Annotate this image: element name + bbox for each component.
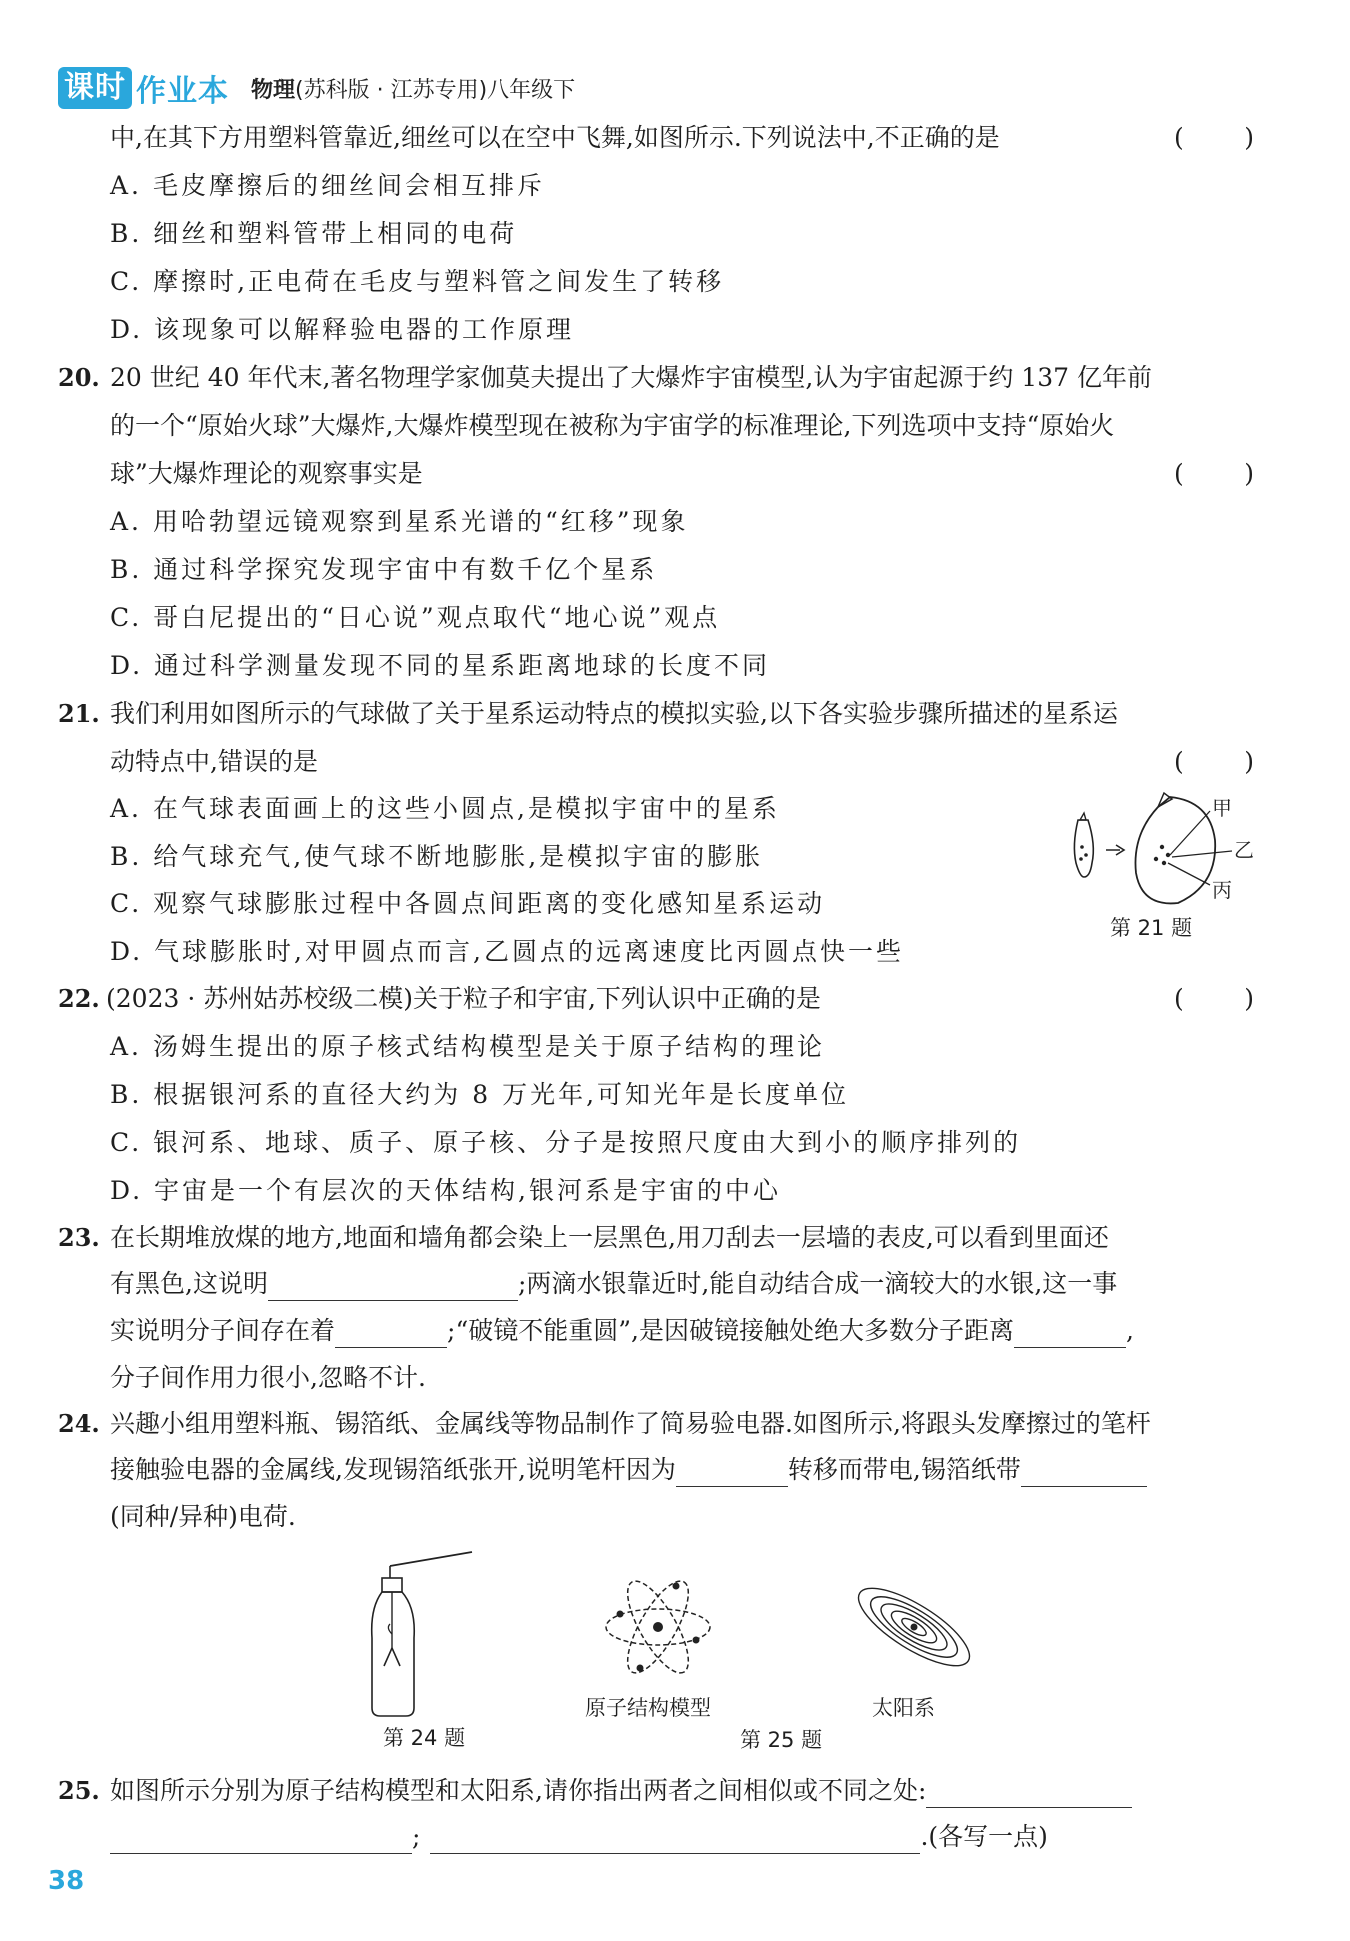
q25-figure-caption: 第 25 题 bbox=[740, 1728, 823, 1752]
q23-blank-1[interactable] bbox=[268, 1274, 518, 1301]
q24-figure-caption: 第 24 题 bbox=[383, 1726, 466, 1750]
q24-number: 24. bbox=[58, 1409, 100, 1438]
q25-blank-2[interactable] bbox=[110, 1827, 412, 1854]
q24-blank-1[interactable] bbox=[676, 1460, 788, 1487]
brand-logo-box: 课时 bbox=[58, 67, 132, 109]
q23-number: 23. bbox=[58, 1223, 100, 1252]
sun-icon bbox=[911, 1624, 918, 1631]
q21-stem-line-1: 我们利用如图所示的气球做了关于星系运动特点的模拟实验,以下各实验步骤所描述的星系运 bbox=[110, 699, 1118, 728]
nucleus-icon bbox=[653, 1622, 663, 1632]
q20-option-c: C. 哥白尼提出的“日心说”观点取代“地心说”观点 bbox=[110, 603, 721, 632]
q20-number: 20. bbox=[58, 363, 100, 392]
q21-option-b: B. 给气球充气,使气球不断地膨胀,是模拟宇宙的膨胀 bbox=[110, 842, 764, 871]
q24-line-1: 兴趣小组用塑料瓶、锡箔纸、金属线等物品制作了简易验电器.如图所示,将跟头发摩擦过的笔杆 bbox=[110, 1409, 1151, 1438]
small-balloon-icon bbox=[1074, 820, 1093, 877]
q21-option-a: A. 在气球表面画上的这些小圆点,是模拟宇宙中的星系 bbox=[110, 794, 780, 823]
q19-option-a: A. 毛皮摩擦后的细丝间会相互排斥 bbox=[110, 171, 545, 200]
q20-stem-line-3: 球”大爆炸理论的观察事实是 bbox=[110, 459, 423, 488]
q24-line-3: (同种/异种)电荷. bbox=[110, 1502, 296, 1531]
foil-leaves-icon bbox=[384, 1648, 400, 1666]
subject-title bbox=[251, 73, 575, 104]
q23-line-1: 在长期堆放煤的地方,地面和墙角都会染上一层黑色,用刀刮去一层墙的表皮,可以看到里面还 bbox=[110, 1223, 1109, 1252]
q25-line-2: ; .(各写一点) bbox=[110, 1820, 1048, 1854]
q20-stem-line-1: 20 世纪 40 年代末,著名物理学家伽莫夫提出了大爆炸宇宙模型,认为宇宙起源于约 137 亿年前 bbox=[110, 363, 1152, 392]
q19-option-d: D. 该现象可以解释验电器的工作原理 bbox=[110, 315, 575, 344]
atom-model-figure bbox=[598, 1572, 718, 1682]
q23-line-4: 分子间作用力很小,忽略不计. bbox=[110, 1363, 426, 1392]
q22-answer-paren: ( ) bbox=[1174, 984, 1254, 1013]
solar-system-label: 太阳系 bbox=[872, 1696, 935, 1720]
label-yi: 乙 bbox=[1234, 838, 1254, 862]
q20-option-a: A. 用哈勃望远镜观察到星系光谱的“红移”现象 bbox=[110, 507, 689, 536]
q19-answer-paren: ( ) bbox=[1174, 123, 1254, 152]
q25-number: 25. bbox=[58, 1776, 100, 1805]
bottle-cap-icon bbox=[382, 1578, 402, 1592]
q24-line-2: 接触验电器的金属线,发现锡箔纸张开,说明笔杆因为 转移而带电,锡箔纸带 bbox=[110, 1453, 1147, 1487]
q22-number: 22. bbox=[58, 984, 100, 1013]
q22-option-c: C. 银河系、地球、质子、原子核、分子是按照尺度由大到小的顺序排列的 bbox=[110, 1128, 1022, 1157]
inflated-balloon-icon bbox=[1135, 797, 1215, 903]
page-number: 38 bbox=[48, 1866, 85, 1896]
atom-model-label: 原子结构模型 bbox=[585, 1696, 711, 1720]
q19-option-c: C. 摩擦时,正电荷在毛皮与塑料管之间发生了转移 bbox=[110, 267, 725, 296]
brand-logo-text: 作业本 bbox=[136, 74, 229, 109]
arrow-right-icon bbox=[1106, 845, 1124, 855]
subject-edition: (苏科版 · 江苏专用)八年级下 bbox=[295, 77, 576, 103]
q21-option-c: C. 观察气球膨胀过程中各圆点间距离的变化感知星系运动 bbox=[110, 889, 826, 918]
q22-option-d: D. 宇宙是一个有层次的天体结构,银河系是宇宙的中心 bbox=[110, 1176, 781, 1205]
q22-stem: (2023 · 苏州姑苏校级二模)关于粒子和宇宙,下列认识中正确的是 bbox=[106, 984, 821, 1013]
q21-figure-caption: 第 21 题 bbox=[1110, 916, 1193, 940]
label-jia: 甲 bbox=[1212, 796, 1232, 820]
plastic-bottle-icon bbox=[372, 1592, 415, 1716]
page-header bbox=[58, 66, 575, 110]
q21-stem-line-2: 动特点中,错误的是 bbox=[110, 747, 318, 776]
solar-system-figure bbox=[844, 1572, 984, 1682]
q21-number: 21. bbox=[58, 699, 100, 728]
q21-balloon-figure bbox=[1060, 785, 1270, 915]
q23-line-2: 有黑色,这说明 ;两滴水银靠近时,能自动结合成一滴较大的水银,这一事 bbox=[110, 1267, 1117, 1301]
q22-option-a: A. 汤姆生提出的原子核式结构模型是关于原子结构的理论 bbox=[110, 1032, 825, 1061]
label-bing: 丙 bbox=[1212, 878, 1232, 902]
q22-option-b: B. 根据银河系的直径大约为 8 万光年,可知光年是长度单位 bbox=[110, 1080, 850, 1109]
q20-option-b: B. 通过科学探究发现宇宙中有数千亿个星系 bbox=[110, 555, 658, 584]
metal-rod-icon bbox=[390, 1552, 472, 1566]
q21-option-d: D. 气球膨胀时,对甲圆点而言,乙圆点的远离速度比丙圆点快一些 bbox=[110, 937, 904, 966]
q25-blank-1[interactable] bbox=[926, 1781, 1132, 1808]
q23-blank-2[interactable] bbox=[335, 1321, 447, 1348]
q20-option-d: D. 通过科学测量发现不同的星系距离地球的长度不同 bbox=[110, 651, 771, 680]
q21-answer-paren: ( ) bbox=[1174, 747, 1254, 776]
q24-blank-2[interactable] bbox=[1021, 1460, 1147, 1487]
q23-blank-3[interactable] bbox=[1014, 1321, 1126, 1348]
q25-blank-3[interactable] bbox=[430, 1827, 920, 1854]
subject-bold: 物理 bbox=[251, 77, 296, 103]
q25-line-1: 如图所示分别为原子结构模型和太阳系,请你指出两者之间相似或不同之处: bbox=[110, 1774, 1132, 1808]
q23-line-3: 实说明分子间存在着 ;“破镜不能重圆”,是因破镜接触处绝大多数分子距离 , bbox=[110, 1314, 1134, 1348]
q19-option-b: B. 细丝和塑料管带上相同的电荷 bbox=[110, 219, 518, 248]
q24-electroscope-figure bbox=[360, 1548, 490, 1728]
q20-answer-paren: ( ) bbox=[1174, 459, 1254, 488]
q19-stem-cont: 中,在其下方用塑料管靠近,细丝可以在空中飞舞,如图所示.下列说法中,不正确的是 bbox=[110, 123, 1000, 152]
q20-stem-line-2: 的一个“原始火球”大爆炸,大爆炸模型现在被称为宇宙学的标准理论,下列选项中支持“原始火 bbox=[110, 411, 1115, 440]
